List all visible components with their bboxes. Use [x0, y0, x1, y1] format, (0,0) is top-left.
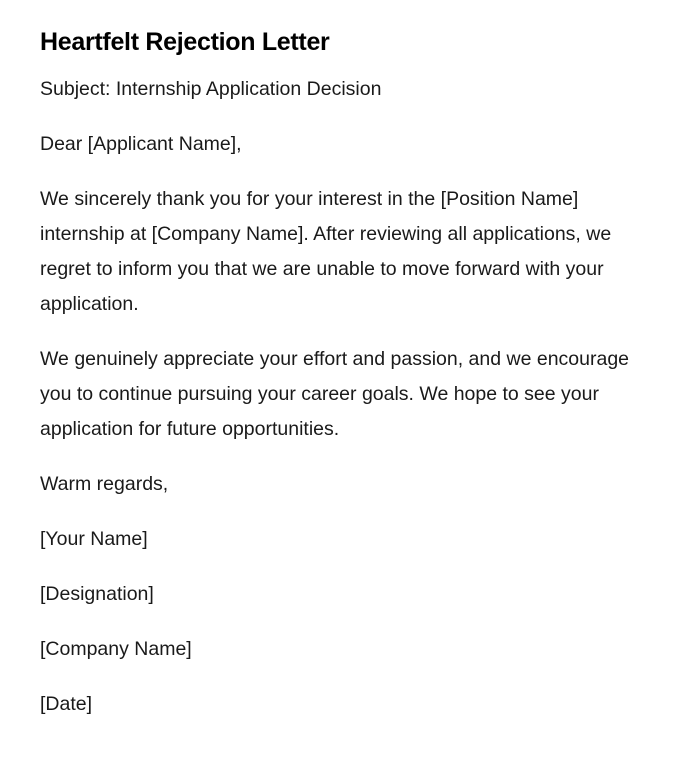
closing: Warm regards,	[40, 473, 169, 495]
subject-line: Subject: Internship Application Decision	[40, 78, 382, 100]
signature-name: [Your Name]	[40, 528, 148, 550]
document-title: Heartfelt Rejection Letter	[40, 28, 330, 56]
signature-company: [Company Name]	[40, 638, 192, 660]
signature-date: [Date]	[40, 693, 93, 715]
body-paragraph-2: We genuinely appreciate your effort and passion, and we encourage you to continue pursuing your career goals. We hope to see your application for future opportunities.	[40, 348, 630, 440]
body-paragraph-1: We sincerely thank you for your interest in the [Position Name] internship at [Company Name]. After reviewing all applications, we regret to inform you that we are unable to move forward with your application.	[40, 188, 612, 315]
greeting: Dear [Applicant Name],	[40, 133, 242, 155]
signature-designation: [Designation]	[40, 583, 154, 605]
